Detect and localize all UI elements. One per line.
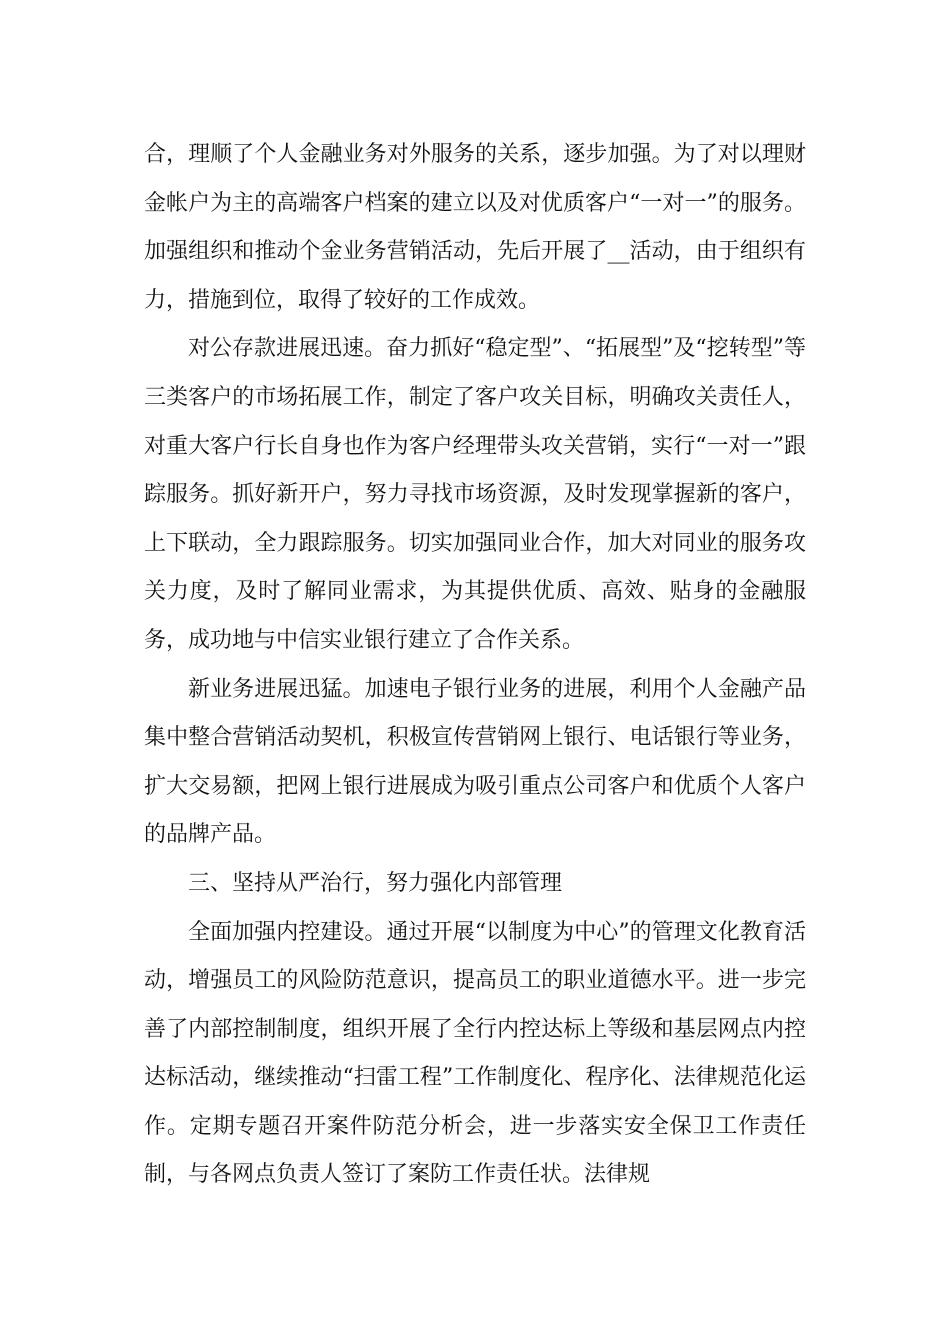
paragraph-1: 合，理顺了个人金融业务对外服务的关系，逐步加强。为了对以理财金帐户为主的高端客户档案的建立以及对优质客户“一对一”的服务。加强组织和推动个金业务营销活动，先后开展了__活动，由于组织有力，措施到位，取得了较好的工作成效。 — [144, 142, 806, 313]
paragraph-3: 新业务进展迅猛。加速电子银行业务的进展，利用个人金融产品集中整合营销活动契机，积极宣传营销网上银行、电话银行等业务，扩大交易额，把网上银行进展成为吸引重点公司客户和优质个人客户的品牌产品。 — [144, 676, 806, 848]
paragraph-4: 全面加强内控建设。通过开展“以制度为中心”的管理文化教育活动，增强员工的风险防范意识，提高员工的职业道德水平。进一步完善了内部控制制度，组织开展了全行内控达标上等级和基层网点内控达标活动，继续推动“扫雷工程”工作制度化、程序化、法律规范化运作。定期专题召开案件防范分析会，进一步落实安全保卫工作责任制，与各网点负责人签订了案防工作责任状。法律规 — [144, 919, 806, 1188]
document-body — [144, 131, 806, 1200]
section-heading: 三、坚持从严治行，努力强化内部管理 — [188, 870, 563, 896]
paragraph-2: 对公存款进展迅速。奋力抓好“稳定型”、“拓展型”及“挖转型”等三类客户的市场拓展工作，制定了客户攻关目标，明确攻关责任人，对重大客户行长自身也作为客户经理带头攻关营销，实行“一对一”跟踪服务。抓好新开户，努力寻找市场资源，及时发现掌握新的客户，上下联动，全力跟踪服务。切实加强同业合作，加大对同业的服务攻关力度，及时了解同业需求，为其提供优质、高效、贴身的金融服务，成功地与中信实业银行建立了合作关系。 — [144, 336, 806, 653]
